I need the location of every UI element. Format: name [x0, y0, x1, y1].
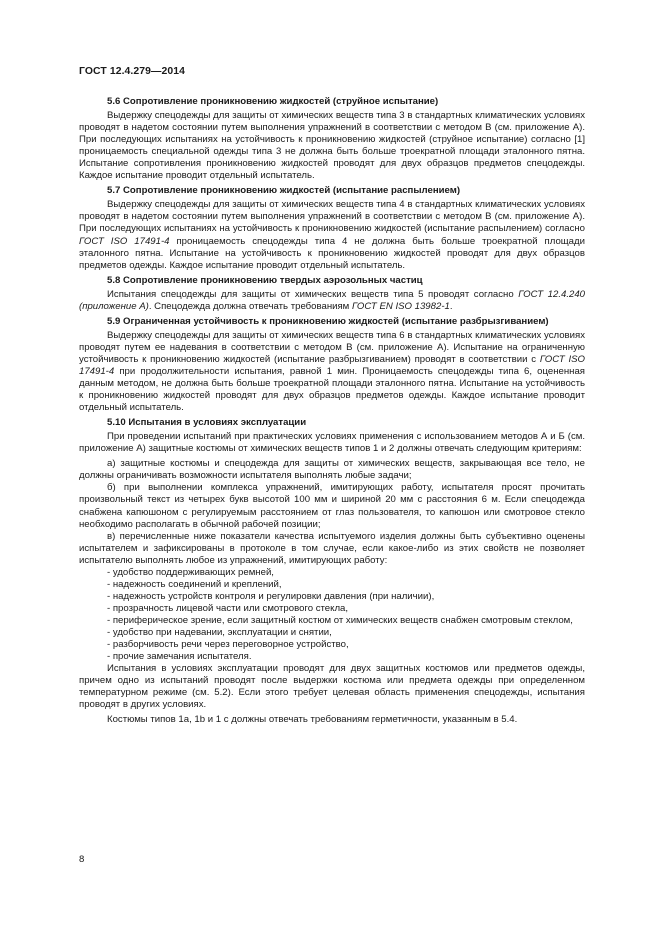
section-5-10-title: 5.10 Испытания в условиях эксплуатации: [107, 417, 307, 429]
section-5-8-title: 5.8 Сопротивление проникновению твердых аэрозольных частиц: [107, 274, 423, 286]
section-5-9-paragraph: Выдержку спецодежды для защиты от химических веществ типа 6 в стандартных климатических условиях проводят путем ее надевания в соответствии с методом В (см. приложение А). Испытание на ограниченную устойчивость к проникновению жидкостей (испытание разбрызгиванием) проводят в соответствии с ГОСТ ISO 17491-4 при продолжительности испытания, равной 1 мин. Проницаемость спецодежды типа 6, оцененная данным методом, не должна быть больше троекратной площади эталонного пятна. Испытание на устойчивость к проникновению жидкостей проводят для двух образцов предметов одежды. Каждое испытание проводит отдельный испытатель.: [79, 329, 585, 414]
list-item-b: б) при выполнении комплекса упражнений, имитирующих работу, испытателя просят прочитать произвольный текст из четырех букв высотой 100 мм и шириной 20 мм с расстояния 6 м. Если спецодежда снабжена капюшоном с регулируемым расстоянием от глаз пользователя, то капюшон или смотровое стекло необходимо располагать в обычной рабочей позиции;: [79, 482, 585, 530]
section-5-6-title: 5.6 Сопротивление проникновению жидкостей (струйное испытание): [107, 96, 439, 107]
list-item-v: в) перечисленные ниже показатели качества испытуемого изделия должны быть субъективно оценены испытателем и зафиксированы в протоколе в том случае, если какое-либо из этих свойств не позволяет испытателю выполнять любое из упражнений, имитирующих работу:: [79, 530, 585, 566]
criteria-item: - прозрачность лицевой части или смотрового стекла,: [107, 602, 349, 614]
standard-reference: ГОСТ ISO 17491-4: [79, 235, 170, 247]
section-5-7-paragraph: Выдержку спецодежды для защиты от химических веществ типа 4 в стандартных климатических условиях проводят в надетом состоянии путем выполнения упражнений в соответствии с методом В (см. приложение А). При последующих испытаниях на устойчивость к проникновению жидкостей (испытание распылением) согласно ГОСТ ISO 17491-4 проницаемость спецодежды типа 4 не должна быть больше троекратной площади эталонного пятна. Испытание на устойчивость к проникновению жидкостей проводят для двух образцов предметов одежды. Каждое испытание проводит отдельный испытатель.: [79, 199, 585, 271]
standard-reference: ГОСТ ISO 17491-4: [79, 353, 585, 377]
section-5-7-title: 5.7 Сопротивление проникновению жидкостей (испытание распылением): [107, 185, 461, 197]
criteria-item: - надежность устройств контроля и регулировки давления (при наличии),: [107, 590, 435, 602]
criteria-item: - разборчивость речи через переговорное устройство,: [107, 639, 349, 651]
criteria-item: - удобство при надевании, эксплуатации и снятии,: [107, 626, 332, 638]
section-5-10-intro: При проведении испытаний при практических условиях применения с использованием методов А и Б (см. приложение А) защитные костюмы от химических веществ типов 1 и 2 должны отвечать следующим критериям:: [79, 431, 585, 455]
section-5-10-paragraph-3: Костюмы типов 1а, 1b и 1 с должны отвечать требованиям герметичности, указанным в 5.4.: [107, 714, 518, 726]
standard-reference: ГОСТ EN ISO 13982-1: [351, 300, 450, 312]
criteria-item: - удобство поддерживающих ремней,: [107, 566, 274, 578]
criteria-item: - надежность соединений и креплений,: [107, 578, 282, 590]
standard-reference: ГОСТ 12.4.240 (приложение А): [79, 288, 585, 312]
section-5-6-paragraph: Выдержку спецодежды для защиты от химических веществ типа 3 в стандартных климатических условиях проводят в надетом состоянии путем выполнения упражнений в соответствии с методом В (см. приложение А). При последующих испытаниях на устойчивость к проникновению жидкостей (струйное испытание) согласно [1] проницаемость специальной одежды типа 3 не должна быть больше троекратной площади эталонного пятна. Испытание сопротивления проникновению жидкостей проводят для двух образцов предметов спецодежды. Каждое испытание проводит отдельный испытатель.: [79, 110, 585, 182]
criteria-item: - прочие замечания испытателя.: [107, 651, 252, 663]
section-5-9-title: 5.9 Ограниченная устойчивость к проникновению жидкостей (испытание разбрызгиванием): [107, 315, 549, 327]
list-item-a: а) защитные костюмы и спецодежда для защиты от химических веществ, закрывающая все тело, не должны ограничивать возможности испытателя выполнять любые задачи;: [79, 458, 585, 482]
criteria-item: - периферическое зрение, если защитный костюм от химических веществ снабжен смотровым стеклом,: [107, 614, 573, 626]
page-content: [79, 96, 585, 729]
page-number: 8: [79, 854, 85, 865]
document-code-header: ГОСТ 12.4.279—2014: [79, 66, 186, 77]
section-5-8-paragraph: Испытания спецодежды для защиты от химических веществ типа 5 проводят согласно ГОСТ 12.4.240 (приложение А). Спецодежда должна отвечать требованиям ГОСТ EN ISO 13982-1.: [79, 288, 585, 312]
section-5-10-paragraph-2: Испытания в условиях эксплуатации проводят для двух защитных костюмов или предметов одежды, причем одно из испытаний проводят после выдержки костюма или предмета одежды при определенном температурном режиме (см. 5.2). Если этого требует целевая область применения спецодежды, испытания проводят в других условиях.: [79, 663, 585, 711]
